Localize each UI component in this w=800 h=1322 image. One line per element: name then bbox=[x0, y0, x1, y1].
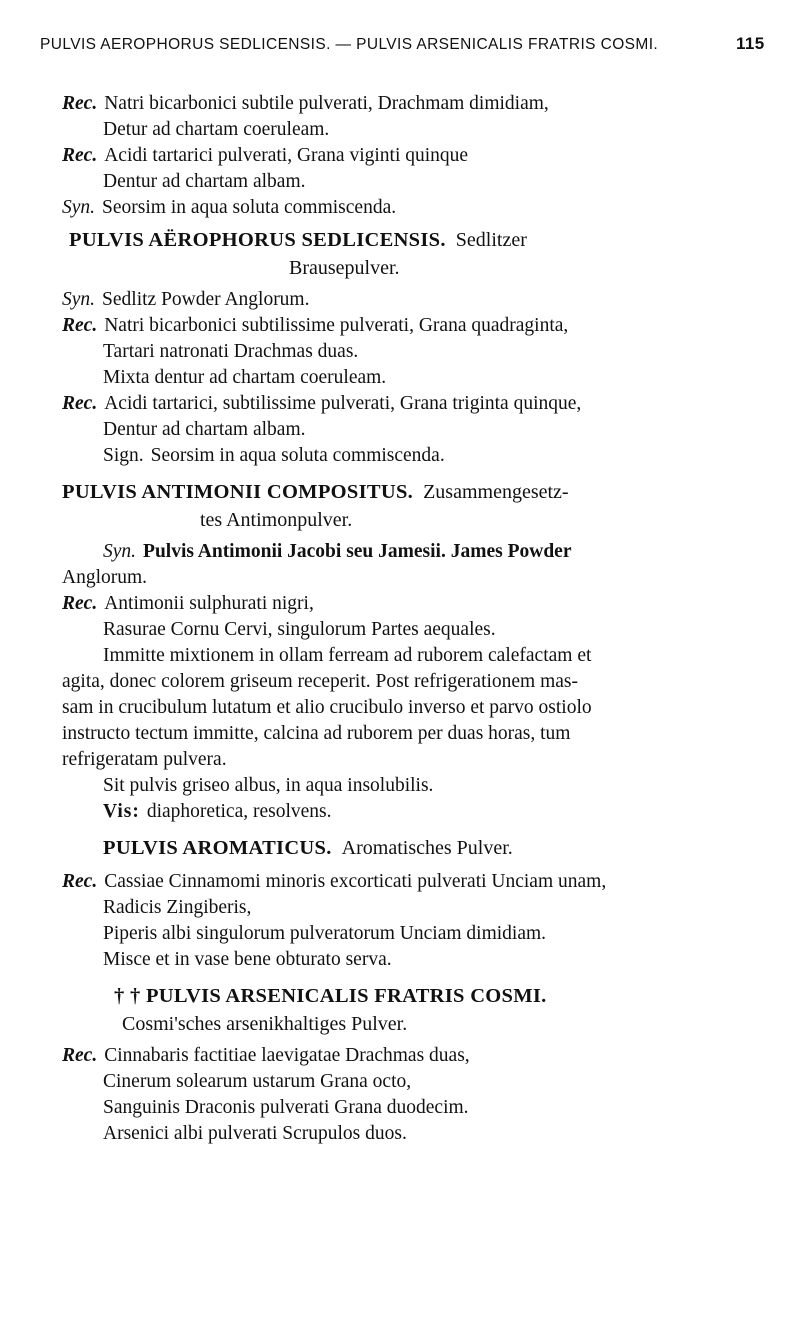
synonym-line: Syn. Sedlitz Powder Anglorum. bbox=[62, 289, 310, 310]
section-heading: PULVIS AËROPHORUS SEDLICENSIS. Sedlitzer bbox=[69, 229, 527, 251]
page-number: 115 bbox=[736, 34, 765, 53]
recipe-line: Rec. Cassiae Cinnamomi minoris excorticati pulverati Unciam unam, bbox=[62, 871, 607, 892]
text-line: Anglorum. bbox=[62, 567, 148, 588]
text-line: Detur ad chartam coeruleam. bbox=[103, 119, 330, 140]
text-line: Cinerum solearum ustarum Grana octo, bbox=[103, 1071, 412, 1092]
recipe-line: Rec. Natri bicarbonici subtilissime pulverati, Grana quadraginta, bbox=[62, 315, 569, 336]
text-line: Mixta dentur ad chartam coeruleam. bbox=[103, 367, 387, 388]
text-line: Rasurae Cornu Cervi, singulorum Partes aequales. bbox=[103, 619, 496, 640]
text-line: Arsenici albi pulverati Scrupulos duos. bbox=[103, 1123, 407, 1144]
text-line: sam in crucibulum lutatum et alio crucibulo inverso et parvo ostiolo bbox=[62, 697, 592, 718]
synonym-line: Syn. Pulvis Antimonii Jacobi seu Jamesii. James Powder bbox=[103, 541, 572, 562]
text-line: Tartari natronati Drachmas duas. bbox=[103, 341, 359, 362]
signature-line: Sign. Seorsim in aqua soluta commiscenda. bbox=[103, 445, 445, 466]
recipe-line: Rec. Antimonii sulphurati nigri, bbox=[62, 593, 314, 614]
header-title: PULVIS AEROPHORUS SEDLICENSIS. — PULVIS ARSENICALIS FRATRIS COSMI. bbox=[40, 36, 659, 53]
text-line: instructo tectum immitte, calcina ad ruborem per duas horas, tum bbox=[62, 723, 571, 744]
german-name: Brausepulver. bbox=[289, 257, 400, 279]
section-heading: PULVIS ANTIMONII COMPOSITUS. Zusammengesetz- bbox=[62, 481, 569, 503]
recipe-line: Rec. Natri bicarbonici subtile pulverati, Drachmam dimidiam, bbox=[62, 93, 549, 114]
text-line: Piperis albi singulorum pulveratorum Unciam dimidiam. bbox=[103, 923, 547, 944]
running-header bbox=[0, 34, 800, 60]
recipe-line: Rec. Acidi tartarici, subtilissime pulverati, Grana triginta quinque, bbox=[62, 393, 582, 414]
text-line: Sanguinis Draconis pulverati Grana duodecim. bbox=[103, 1097, 469, 1118]
text-line: Immitte mixtionem in ollam ferream ad ruborem calefactam et bbox=[103, 645, 592, 666]
section-heading: † † PULVIS ARSENICALIS FRATRIS COSMI. bbox=[114, 985, 547, 1007]
virtue-line: Vis: diaphoretica, resolvens. bbox=[103, 801, 332, 822]
text-line: Dentur ad chartam albam. bbox=[103, 419, 306, 440]
text-line: Sit pulvis griseo albus, in aqua insolubilis. bbox=[103, 775, 434, 796]
recipe-line: Rec. Cinnabaris factitiae laevigatae Drachmas duas, bbox=[62, 1045, 470, 1066]
text-line: refrigeratam pulvera. bbox=[62, 749, 227, 770]
recipe-line: Rec. Acidi tartarici pulverati, Grana viginti quinque bbox=[62, 145, 469, 166]
text-line: agita, donec colorem griseum receperit. Post refrigerationem mas- bbox=[62, 671, 579, 692]
synonym-line: Syn. Seorsim in aqua soluta commiscenda. bbox=[62, 197, 397, 218]
text-line: Dentur ad chartam albam. bbox=[103, 171, 306, 192]
section-heading: PULVIS AROMATICUS. Aromatisches Pulver. bbox=[103, 837, 513, 859]
german-name: tes Antimonpulver. bbox=[200, 509, 353, 531]
text-line: Radicis Zingiberis, bbox=[103, 897, 252, 918]
german-name: Cosmi'sches arsenikhaltiges Pulver. bbox=[122, 1013, 408, 1035]
text-line: Misce et in vase bene obturato serva. bbox=[103, 949, 392, 970]
